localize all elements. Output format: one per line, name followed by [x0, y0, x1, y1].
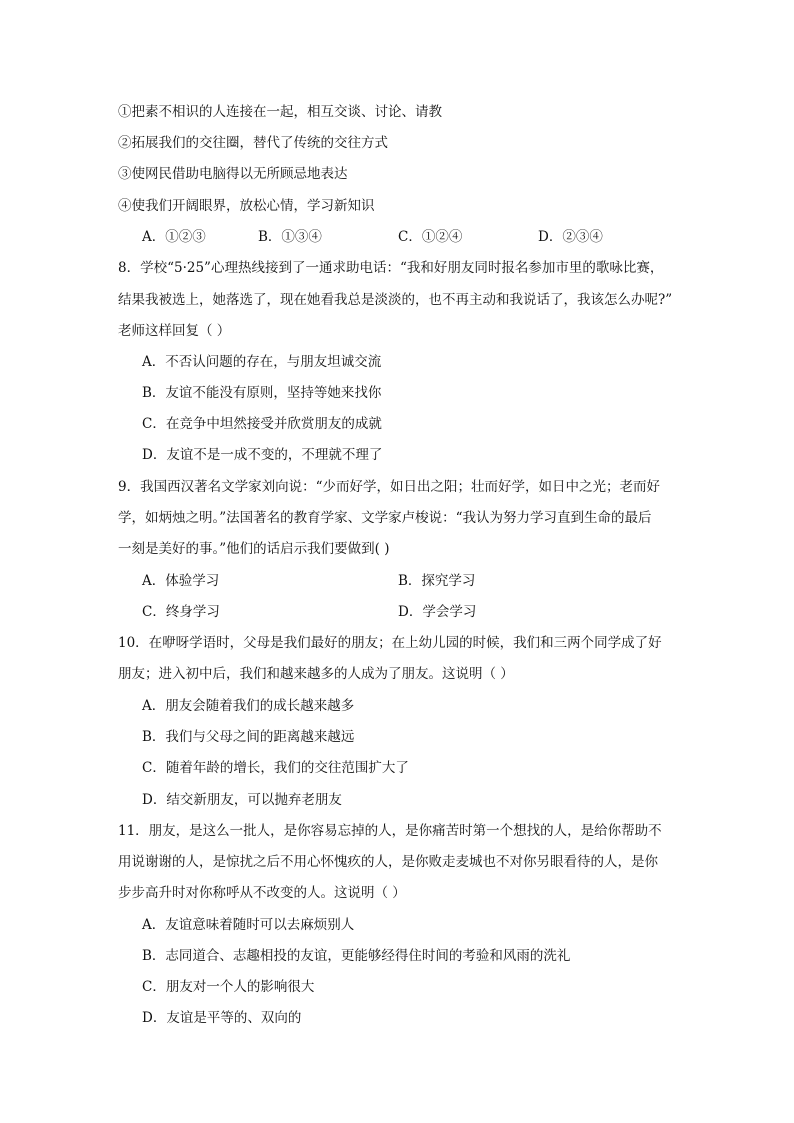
q11-option-b: B．志同道合、志趣相投的友谊，更能够经得住时间的考验和风雨的洗礼	[142, 948, 571, 964]
q7-statement-1: ①把素不相识的人连接在一起，相互交谈、讨论、请教	[118, 104, 442, 120]
q7-statement-4: ④使我们开阔眼界，放松心情，学习新知识	[118, 198, 375, 214]
q9-stem-line-3: 一刻是美好的事。”他们的话启示我们要做到( )	[118, 541, 390, 557]
q7-option-d: D．②③④	[538, 229, 603, 245]
q7-statement-3: ③使网民借助电脑得以无所顾忌地表达	[118, 166, 348, 182]
q8-option-b: B．友谊不能没有原则，坚持等她来找你	[142, 385, 382, 401]
q8-stem-line-1: 8．学校“5·25”心理热线接到了一通求助电话：“我和好朋友同时报名参加市里的歌咏比赛，	[118, 260, 664, 276]
q9-option-b: B．探究学习	[398, 573, 476, 589]
q10-option-c: C．随着年龄的增长，我们的交往范围扩大了	[142, 760, 409, 776]
q9-stem-line-2: 学，如炳烛之明。”法国著名的教育学家、文学家卢梭说：“我认为努力学习直到生命的最后	[118, 510, 652, 526]
q10-option-a: A．朋友会随着我们的成长越来越多	[142, 698, 355, 714]
q7-option-b: B．①③④	[258, 229, 322, 245]
q8-option-d: D．友谊不是一成不变的，不理就不理了	[142, 447, 383, 463]
q11-stem-line-2: 用说谢谢的人，是惊扰之后不用心怀愧疚的人，是你败走麦城也不对你另眼看待的人，是你	[118, 854, 658, 870]
q11-stem-line-3: 步步高升时对你称呼从不改变的人。这说明（ ）	[118, 885, 406, 901]
q11-stem-line-1: 11．朋友，是这么一批人，是你容易忘掉的人，是你痛苦时第一个想找的人，是给你帮助不	[118, 823, 662, 839]
q9-stem-line-1: 9．我国西汉著名文学家刘向说：“少而好学，如日出之阳；壮而好学，如日中之光；老而好	[118, 479, 660, 495]
q7-option-c: C．①②④	[398, 229, 463, 245]
q10-option-d: D．结交新朋友，可以抛弃老朋友	[142, 792, 342, 808]
q10-stem-line-2: 朋友；进入初中后，我们和越来越多的人成为了朋友。这说明（ ）	[118, 666, 514, 682]
q8-option-c: C．在竞争中坦然接受并欣赏朋友的成就	[142, 416, 382, 432]
q8-stem-line-3: 老师这样回复（ ）	[118, 323, 231, 339]
q11-option-d: D．友谊是平等的、双向的	[142, 1010, 302, 1026]
q10-stem-line-1: 10．在咿呀学语时，父母是我们最好的朋友；在上幼儿园的时候，我们和三两个同学成了好	[118, 635, 662, 651]
q9-option-d: D．学会学习	[398, 604, 477, 620]
q7-statement-2: ②拓展我们的交往圈，替代了传统的交往方式	[118, 135, 388, 151]
q8-option-a: A．不否认问题的存在，与朋友坦诚交流	[142, 354, 382, 370]
q10-option-b: B．我们与父母之间的距离越来越远	[142, 729, 355, 745]
q8-stem-line-2: 结果我被选上，她落选了，现在她看我总是淡淡的，也不再主动和我说话了，我该怎么办呢?”	[118, 292, 673, 308]
q7-option-a: A．①②③	[142, 229, 206, 245]
q9-option-a: A．体验学习	[142, 573, 220, 589]
q11-option-c: C．朋友对一个人的影响很大	[142, 979, 315, 995]
q9-option-c: C．终身学习	[142, 604, 220, 620]
q11-option-a: A．友谊意味着随时可以去麻烦别人	[142, 917, 355, 933]
